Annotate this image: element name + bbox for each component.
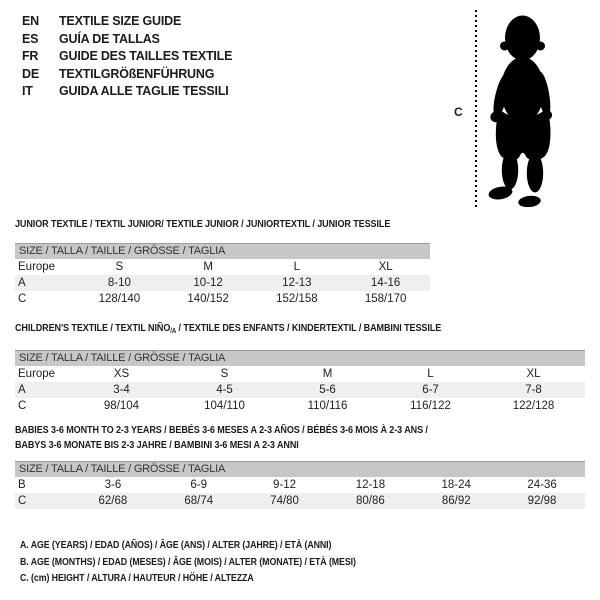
junior-size-table xyxy=(15,243,430,307)
language-title: TEXTILE SIZE GUIDE xyxy=(59,14,182,28)
size-cell: 158/170 xyxy=(364,293,407,305)
size-cell: 128/140 xyxy=(98,293,141,305)
size-cell: L xyxy=(293,261,301,273)
language-code: ES xyxy=(22,31,39,46)
language-title: GUIDE DES TAILLES TEXTILE xyxy=(59,49,233,63)
size-header-bar xyxy=(15,244,430,260)
row-label-cell: Europe xyxy=(18,261,56,273)
language-row xyxy=(22,66,232,84)
size-header-label: SIZE / TALLA / TAILLE / GRÖSSE / TAGLIA xyxy=(15,351,585,367)
size-cell: S xyxy=(220,368,229,380)
row-label-cell: C xyxy=(15,493,70,509)
section-title: CHILDREN'S TEXTILE / TEXTIL $NIÑO_{/A}$ / TEXTILE DES ENFANTS / KINDERTEXTIL / BAMBINI TESSILE xyxy=(15,322,442,335)
footnote-height: C. (cm) HEIGHT / ALTURA / HAUTEUR / HÖHE / ALTEZZA xyxy=(20,572,254,584)
size-header-bar xyxy=(15,351,585,367)
size-cell: 8-10 xyxy=(75,275,164,291)
row-label-cell: C xyxy=(18,400,27,412)
section-babies-textile xyxy=(15,423,585,509)
section-children-textile xyxy=(15,321,585,414)
language-row xyxy=(22,31,232,49)
row-label-cell: A xyxy=(15,275,75,291)
language-title: GUÍA DE TALLAS xyxy=(59,31,160,46)
baby-silhouette-icon xyxy=(483,11,565,207)
size-header-label: SIZE / TALLA / TAILLE / GRÖSSE / TAGLIA xyxy=(15,462,585,478)
language-row xyxy=(22,13,232,31)
size-cell: 24-36 xyxy=(527,479,557,491)
title-subscript: /A xyxy=(170,328,177,335)
size-cell: 14-16 xyxy=(341,275,430,291)
size-cell: 3-4 xyxy=(70,382,173,398)
size-cell: 86/92 xyxy=(413,493,499,509)
size-cell: L xyxy=(427,368,434,380)
language-code: IT xyxy=(22,84,33,98)
size-cell: 104/110 xyxy=(204,400,245,412)
size-cell: 140/152 xyxy=(187,293,229,305)
size-cell: 12-18 xyxy=(355,479,386,491)
table-row xyxy=(15,259,430,275)
size-cell: 74/80 xyxy=(242,493,328,509)
size-cell: XL xyxy=(378,261,393,273)
size-cell: 7-8 xyxy=(482,382,585,398)
footnote-age-years: A. AGE (YEARS) / EDAD (AÑOS) / ÂGE (ANS) / ALTER (JAHRE) / ETÀ (ANNI) xyxy=(20,539,332,551)
size-cell: 98/104 xyxy=(103,400,140,412)
language-code: FR xyxy=(22,49,39,63)
table-row xyxy=(15,366,585,382)
size-cell: 18-24 xyxy=(441,479,471,491)
size-header-bar xyxy=(15,462,585,478)
size-cell: XS xyxy=(113,368,130,380)
babies-size-table xyxy=(15,461,585,509)
children-size-table xyxy=(15,350,585,414)
section-title-line1: BABIES 3-6 MONTH TO 2-3 YEARS / BEBÉS 3-6 MESES A 2-3 AÑOS / BÉBÉS 3-6 MOIS À 2-3 ANS / xyxy=(15,424,428,436)
table-row xyxy=(15,291,430,307)
section-title: JUNIOR TEXTILE / TEXTIL JUNIOR/ TEXTILE JUNIOR / JUNIORTEXTIL / JUNIOR TESSILE xyxy=(15,218,391,230)
height-dotted-line xyxy=(475,10,477,207)
language-row xyxy=(22,48,232,66)
size-cell: M xyxy=(322,368,333,380)
size-cell: 80/86 xyxy=(327,493,413,509)
size-cell: 122/128 xyxy=(512,400,555,412)
table-row xyxy=(15,398,585,414)
language-title: TEXTILGRÖßENFÜHRUNG xyxy=(59,66,215,81)
section-junior-textile xyxy=(15,217,430,307)
size-cell: 62/68 xyxy=(70,493,156,509)
row-label-cell: Europe xyxy=(18,368,56,380)
size-cell: 110/116 xyxy=(307,400,348,412)
size-cell: 3-6 xyxy=(104,479,122,491)
language-code: DE xyxy=(22,66,39,81)
row-label-cell: B xyxy=(18,479,26,491)
table-row xyxy=(15,493,585,509)
size-cell: 10-12 xyxy=(164,275,253,291)
size-cell: XL xyxy=(526,368,541,380)
size-cell: 6-7 xyxy=(379,382,482,398)
figure-height-label: C xyxy=(454,105,463,119)
size-cell: 6-9 xyxy=(190,479,208,491)
size-header-label: SIZE / TALLA / TAILLE / GRÖSSE / TAGLIA xyxy=(15,244,430,260)
size-cell: 116/122 xyxy=(410,400,451,412)
size-cell: 68/74 xyxy=(156,493,242,509)
size-cell: M xyxy=(203,261,213,273)
size-cell: 5-6 xyxy=(276,382,379,398)
section-title-line2: BABYS 3-6 MONATE BIS 2-3 JAHRE / BAMBINI 3-6 MESI A 2-3 ANNI xyxy=(15,439,299,451)
size-cell: S xyxy=(115,261,124,273)
footnote-legend xyxy=(20,537,420,587)
language-list xyxy=(22,13,232,101)
table-row xyxy=(15,382,585,398)
language-code: EN xyxy=(22,14,39,28)
size-cell: 92/98 xyxy=(499,493,585,509)
language-title: GUIDA ALLE TAGLIE TESSILI xyxy=(59,84,229,98)
size-cell: 152/158 xyxy=(276,293,318,305)
row-label-cell: A xyxy=(15,382,70,398)
row-label-cell: C xyxy=(18,293,27,305)
size-cell: 4-5 xyxy=(173,382,276,398)
table-row xyxy=(15,477,585,493)
language-row xyxy=(22,83,232,101)
table-row xyxy=(15,275,430,291)
footnote-age-months: B. AGE (MONTHS) / EDAD (MESES) / ÂGE (MOIS) / ALTER (MONATE) / ETÀ (MESI) xyxy=(20,555,356,568)
size-cell: 12-13 xyxy=(253,275,342,291)
size-cell: 9-12 xyxy=(273,479,297,491)
